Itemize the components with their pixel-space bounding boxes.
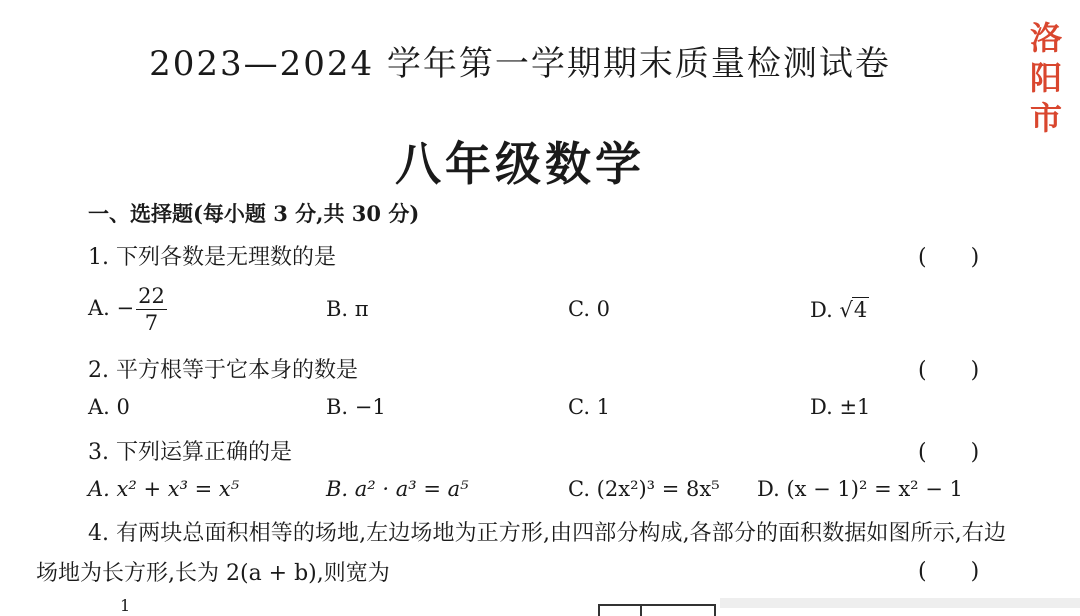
answer-paren-2: ( ) — [918, 358, 980, 383]
q1-option-c: C. 0 — [568, 297, 611, 321]
q1-option-d — [810, 297, 869, 322]
section-title: 一、选择题(每小题 3 分,共 30 分) — [88, 201, 420, 226]
exam-title: 2023—2024 学年第一学期期末质量检测试卷 — [149, 44, 891, 84]
option-label: D. — [810, 298, 840, 322]
fraction — [136, 283, 167, 336]
question-2-stem: 2. 平方根等于它本身的数是 — [88, 358, 358, 383]
q1-option-b: B. π — [326, 297, 369, 321]
region-label — [1024, 18, 1068, 138]
fraction-numerator: 22 — [138, 284, 165, 308]
q3-option-a: A. x² + x³ = x⁵ — [88, 477, 240, 501]
sqrt-icon: √ — [839, 298, 853, 322]
figure-fragment-label: 1 — [120, 596, 131, 615]
answer-paren-3: ( ) — [918, 440, 980, 465]
scan-shade — [720, 598, 1080, 608]
q3-option-c: C. (2x²)³ = 8x⁵ — [568, 477, 720, 501]
figure-box — [598, 604, 716, 616]
answer-paren-1: ( ) — [918, 245, 980, 270]
q2-option-c: C. 1 — [568, 395, 611, 419]
region-char: 市 — [1029, 99, 1062, 137]
subject-title: 八年级数学 — [395, 137, 645, 191]
region-char: 阳 — [1029, 59, 1062, 97]
fraction-denominator: 7 — [144, 311, 159, 335]
q2-option-d: D. ±1 — [810, 395, 871, 419]
question-1-stem: 1. 下列各数是无理数的是 — [88, 245, 336, 270]
q3-option-d: D. (x − 1)² = x² − 1 — [757, 477, 963, 501]
answer-paren-4: ( ) — [918, 559, 980, 584]
q3-option-b: B. a² · a³ = a⁵ — [326, 477, 469, 501]
sqrt-radicand: 4 — [853, 298, 868, 322]
question-4-text: 4. 有两块总面积相等的场地,左边场地为正方形,由四部分构成,各部分的面积数据如图所示,右边场地为长方形,长为 2(a + b),则宽为 — [36, 521, 1006, 586]
q2-option-a: A. 0 — [88, 395, 130, 419]
q1-option-a — [88, 283, 167, 336]
option-label: A. − — [88, 296, 135, 320]
q2-option-b: B. −1 — [326, 395, 386, 419]
question-3-stem: 3. 下列运算正确的是 — [88, 440, 292, 465]
region-char: 洛 — [1029, 19, 1062, 57]
